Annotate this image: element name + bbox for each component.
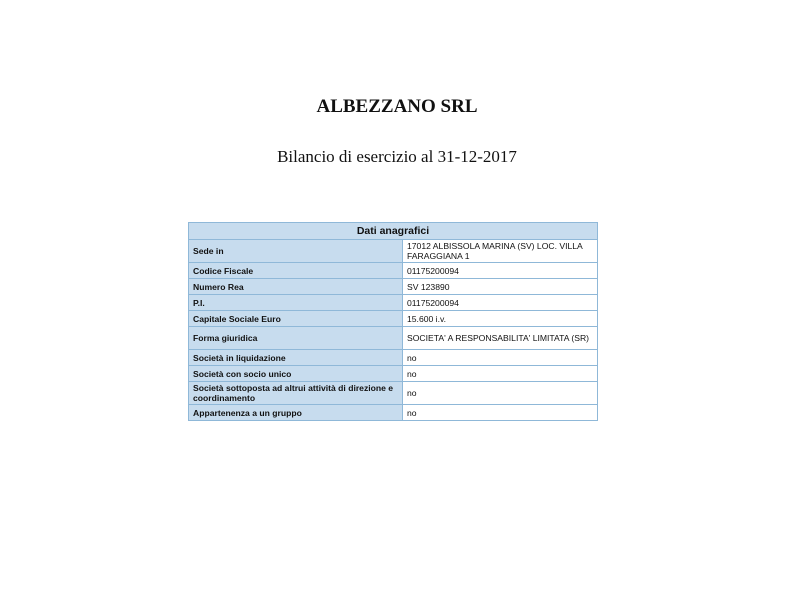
company-title: ALBEZZANO SRL: [316, 96, 478, 117]
table-row: [189, 240, 598, 263]
row-label-codice-fiscale: Codice Fiscale: [189, 263, 403, 279]
table-title: Dati anagrafici: [189, 223, 598, 240]
row-label-liquidazione: Società in liquidazione: [189, 350, 403, 366]
row-label-sede: Sede in: [189, 240, 403, 263]
row-label-gruppo: Appartenenza a un gruppo: [189, 405, 403, 421]
table-row: [189, 350, 598, 366]
row-value-numero-rea: SV 123890: [403, 279, 598, 295]
row-value-sede: 17012 ALBISSOLA MARINA (SV) LOC. VILLA FARAGGIANA 1: [403, 240, 598, 263]
row-label-partita-iva: P.I.: [189, 295, 403, 311]
row-label-socio-unico: Società con socio unico: [189, 366, 403, 382]
row-value-direzione-coordinamento: no: [403, 382, 598, 405]
table-row: [189, 382, 598, 405]
row-value-forma-giuridica: SOCIETA' A RESPONSABILITA' LIMITATA (SR): [403, 327, 598, 350]
row-label-numero-rea: Numero Rea: [189, 279, 403, 295]
row-value-gruppo: no: [403, 405, 598, 421]
table-header-row: [189, 223, 598, 240]
registry-data-table: [188, 222, 598, 421]
row-value-codice-fiscale: 01175200094: [403, 263, 598, 279]
document-subtitle: Bilancio di esercizio al 31-12-2017: [277, 147, 517, 166]
table-row: [189, 327, 598, 350]
row-value-partita-iva: 01175200094: [403, 295, 598, 311]
row-label-direzione-coordinamento: Società sottoposta ad altrui attività di direzione e coordinamento: [189, 382, 403, 405]
row-label-forma-giuridica: Forma giuridica: [189, 327, 403, 350]
row-label-capitale-sociale: Capitale Sociale Euro: [189, 311, 403, 327]
table-row: [189, 279, 598, 295]
row-value-liquidazione: no: [403, 350, 598, 366]
table-row: [189, 311, 598, 327]
row-value-capitale-sociale: 15.600 i.v.: [403, 311, 598, 327]
table-row: [189, 295, 598, 311]
row-value-socio-unico: no: [403, 366, 598, 382]
table-row: [189, 405, 598, 421]
table-row: [189, 366, 598, 382]
table-row: [189, 263, 598, 279]
